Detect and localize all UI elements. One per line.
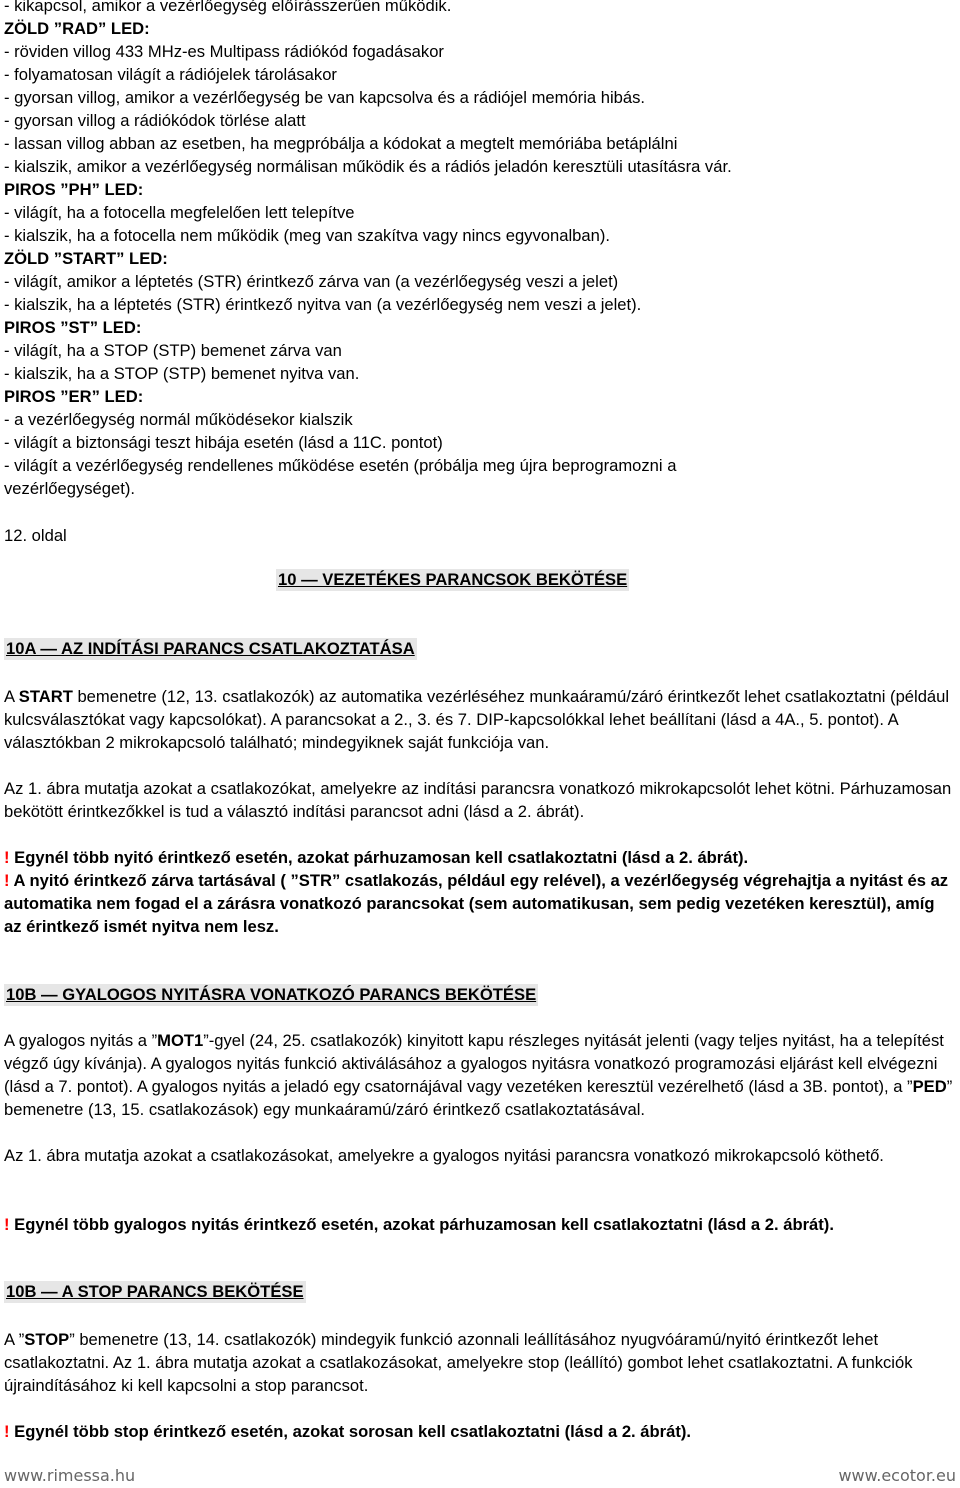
led-line: - világít a vezérlőegység rendellenes működése esetén (próbálja meg újra beprogramozni a: [4, 456, 677, 475]
section-heading-10a: [4, 638, 417, 660]
led-line: - kialszik, amikor a vezérlőegység normálisan működik és a rádiós jeladón keresztüli utasításra vár.: [4, 157, 732, 176]
led-line: - világít a biztonsági teszt hibája esetén (lásd a 11C. pontot): [4, 433, 443, 452]
p10b-post: ” bemenetre (13, 15. csatlakozások) egy munkaáramú/záró érintkező csatlakoztatásával.: [4, 1077, 953, 1119]
section-heading-10b: [4, 984, 538, 1006]
led-line: - kialszik, ha a STOP (STP) bemenet nyitva van.: [4, 364, 360, 383]
paragraph-10b: [4, 1029, 956, 1121]
led-line: - folyamatosan világít a rádiójelek tárolásakor: [4, 65, 337, 84]
warning-mark: !: [4, 871, 10, 890]
led-line: - kikapcsol, amikor a vezérlőegység előírásszerűen működik.: [4, 0, 452, 15]
warning-2: [4, 869, 956, 938]
led-line: - kialszik, ha a fotocella nem működik (meg van szakítva vagy nincs egyvonalban).: [4, 226, 610, 245]
led-line: - gyorsan villog a rádiókódok törlése alatt: [4, 111, 306, 130]
p10b-mid: ”-gyel (24, 25. csatlakozók) kinyitott kapu részleges nyitását jelenti (vagy teljes nyitást, ha a telepítést végző úgy kívánja). A gyalogos nyitás funkció aktiválásához a gyalogos nyitásra vonatkozó programozási eljárást kell elvégezni (lásd a 7. pontot). A gyalogos nyitás a jeladó egy csatornájával vagy vezetéken keresztül vezérelhető (lásd a 3B. pontot), a ”: [4, 1031, 944, 1096]
p10b-mot1-label: MOT1: [157, 1031, 204, 1050]
heading-10a-text: 10A — AZ INDÍTÁSI PARANCS CSATLAKOZTATÁSA: [6, 639, 415, 658]
led-line: vezérlőegységet).: [4, 479, 135, 498]
p10a-post: bemenetre (12, 13. csatlakozók) az automatika vezérléséhez munkaáramú/záró érintkezőt lehet csatlakoztatni (például kulcsválasztókat vagy kapcsolókat). A parancsokat a 2., 3. és 7. DIP-kapcsolókkal lehet beállítani (lásd a 4A., 5. pontot). A választókban 2 mikrokapcsoló található; mindegyiknek saját funkciója van.: [4, 687, 950, 752]
led-heading: PIROS ”ST” LED:: [4, 318, 142, 337]
led-line: - a vezérlőegység normál működésekor kialszik: [4, 410, 353, 429]
led-line: - röviden villog 433 MHz-es Multipass rádiókód fogadásakor: [4, 42, 444, 61]
led-line: - világít, ha a fotocella megfelelően lett telepítve: [4, 203, 355, 222]
led-lines: [4, 0, 732, 500]
led-line: - lassan villog abban az esetben, ha megpróbálja a kódokat a megtelt memóriába betáplálni: [4, 134, 678, 153]
footer-left-link[interactable]: www.rimessa.hu: [4, 1466, 136, 1485]
heading-10-text: 10 — VEZETÉKES PARANCSOK BEKÖTÉSE: [278, 570, 628, 589]
paragraph-stop: [4, 1328, 956, 1397]
p-stop-label: STOP: [24, 1330, 70, 1349]
p10b-pre: A gyalogos nyitás a ”: [4, 1031, 158, 1050]
led-line: - világít, ha a STOP (STP) bemenet zárva van: [4, 341, 342, 360]
warning-3: [4, 1213, 956, 1236]
p10a-start-label: START: [18, 687, 73, 706]
warning-1: [4, 846, 956, 869]
heading-10b-stop-text: 10B — A STOP PARANCS BEKÖTÉSE: [6, 1282, 304, 1301]
footer-right-link[interactable]: www.ecotor.eu: [838, 1466, 956, 1485]
led-line: - gyorsan villog, amikor a vezérlőegység be van kapcsolva és a rádiójel memória hibás.: [4, 88, 646, 107]
paragraph-10b-2: Az 1. ábra mutatja azokat a csatlakozásokat, amelyekre a gyalogos nyitási parancsra vonatkozó mikrokapcsoló köthető.: [4, 1146, 884, 1165]
led-heading: ZÖLD ”RAD” LED:: [4, 19, 150, 38]
paragraph-10a-2: Az 1. ábra mutatja azokat a csatlakozókat, amelyekre az indítási parancsra vonatkozó mikrokapcsolót lehet kötni. Párhuzamosan bekötött érintkezőkkel is tud a választó indítási parancsot adni (lásd a 2. ábrát).: [4, 779, 952, 821]
warning-1-text: Egynél több nyitó érintkező esetén, azokat párhuzamosan kell csatlakoztatni (lásd a 2. ábrát).: [9, 848, 749, 867]
warning-mark: !: [4, 1422, 10, 1441]
p10a-pre: A: [4, 687, 19, 706]
warning-4: [4, 1420, 956, 1443]
warning-3-text: Egynél több gyalogos nyitás érintkező esetén, azokat párhuzamosan kell csatlakoztatni (lásd a 2. ábrát).: [9, 1215, 834, 1234]
led-line: - világít, amikor a léptetés (STR) érintkező zárva van (a vezérlőegység veszi a jelet): [4, 272, 619, 291]
warning-mark: !: [4, 848, 10, 867]
section-heading-10b-stop: [4, 1281, 306, 1303]
page-number: 12. oldal: [4, 526, 67, 545]
led-heading: PIROS ”PH” LED:: [4, 180, 144, 199]
warning-mark: !: [4, 1215, 10, 1234]
p-stop-post: ” bemenetre (13, 14. csatlakozók) mindegyik funkció azonnali leállításához nyugvóáramú/nyitó érintkezőt lehet csatlakoztatni. Az 1. ábra mutatja azokat a csatlakozásokat, amelyekre stop (leállító) gombot lehet csatlakoztatni. A funkciók újraindításához ki kell kapcsolni a stop parancsot.: [4, 1330, 913, 1395]
warning-4-text: Egynél több stop érintkező esetén, azokat sorosan kell csatlakoztatni (lásd a 2. ábrát).: [9, 1422, 691, 1441]
p-stop-pre: A ”: [4, 1330, 25, 1349]
warning-2-text: A nyitó érintkező zárva tartásával ( ”STR” csatlakozás, például egy relével), a vezérlőegység végrehajtja a nyitást és az automatika nem fogad el a zárásra vonatkozó parancsokat (sem automatikusan, sem pedig vezetéken keresztül), amíg az érintkező ismét nyitva nem lesz.: [4, 871, 949, 936]
led-heading: ZÖLD ”START” LED:: [4, 249, 168, 268]
led-section: [4, 0, 732, 500]
heading-10b-text: 10B — GYALOGOS NYITÁSRA VONATKOZÓ PARANCS BEKÖTÉSE: [6, 985, 537, 1004]
led-heading: PIROS ”ER” LED:: [4, 387, 144, 406]
led-line: - kialszik, ha a léptetés (STR) érintkező nyitva van (a vezérlőegység nem veszi a jelet).: [4, 295, 642, 314]
paragraph-10a: [4, 685, 956, 754]
p10b-ped-label: PED: [912, 1077, 947, 1096]
section-heading-10: [276, 569, 629, 591]
